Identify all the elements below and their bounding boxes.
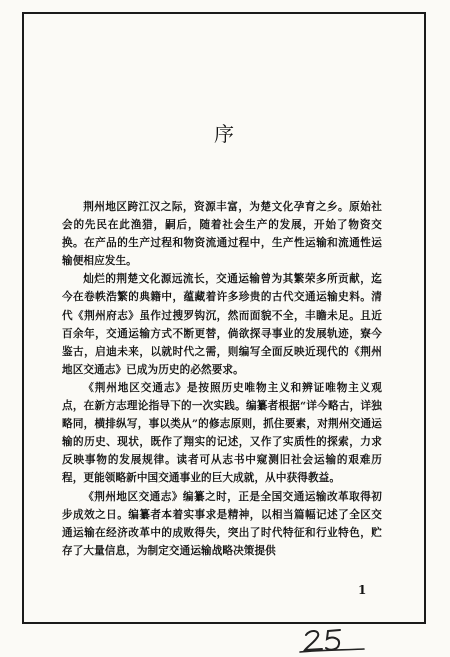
preface-title: 序 <box>214 122 236 146</box>
handwritten-page-mark <box>298 626 368 654</box>
preface-body <box>62 198 382 560</box>
paragraph-2: 灿烂的荆楚文化源远流长，交通运输曾为其繁荣多所贡献，迄今在卷帙浩繁的典籍中，蕴藏着许多珍贵的古代交通运输史料。清代《荆州府志》虽作过搜罗钩沉，然而面貌不全，丰瞻未足。且近百余年，交通运输方式不断更替，倘欲探寻事业的发展轨迹，寮今鉴古，启迪未来，以就时代之需，则编写全面反映近现代的《荆州地区交通志》已成为历史的必然要求。 <box>62 273 382 376</box>
paragraph-1: 荆州地区跨江汉之际，资源丰富，为楚文化孕育之乡。原始社会的先民在此渔猎，嗣后，随着社会生产的发展，开始了物资交换。在产品的生产过程和物资流通过程中，生产性运输和流通性运输便相应发生。 <box>62 201 382 268</box>
paragraph-3: 《荆州地区交通志》是按照历史唯物主义和辨证唯物主义观点，在新方志理论指导下的一次实践。编纂者根据“详今略古，详独略同，横排纵写，事以类从”的修志原则，抓住要素，对荆州交通运输的历史、现状，既作了翔实的记述，又作了实质性的探索，力求反映事物的发展规律。读者可从志书中窥测旧社会运输的艰难历程，更能领略新中国交通事业的巨大成就，从中获得教益。 <box>62 381 382 485</box>
paragraph-4: 《荆州地区交通志》编纂之时，正是全国交通运输改革取得初步成效之日。编纂者本着实事求是精神，以相当篇幅记述了全区交通运输在经济改革中的成败得失，突出了时代特征和行业特色，贮存了大量信息，为制定交通运输战略决策提供 <box>62 490 382 557</box>
page-number: 1 <box>358 583 367 597</box>
